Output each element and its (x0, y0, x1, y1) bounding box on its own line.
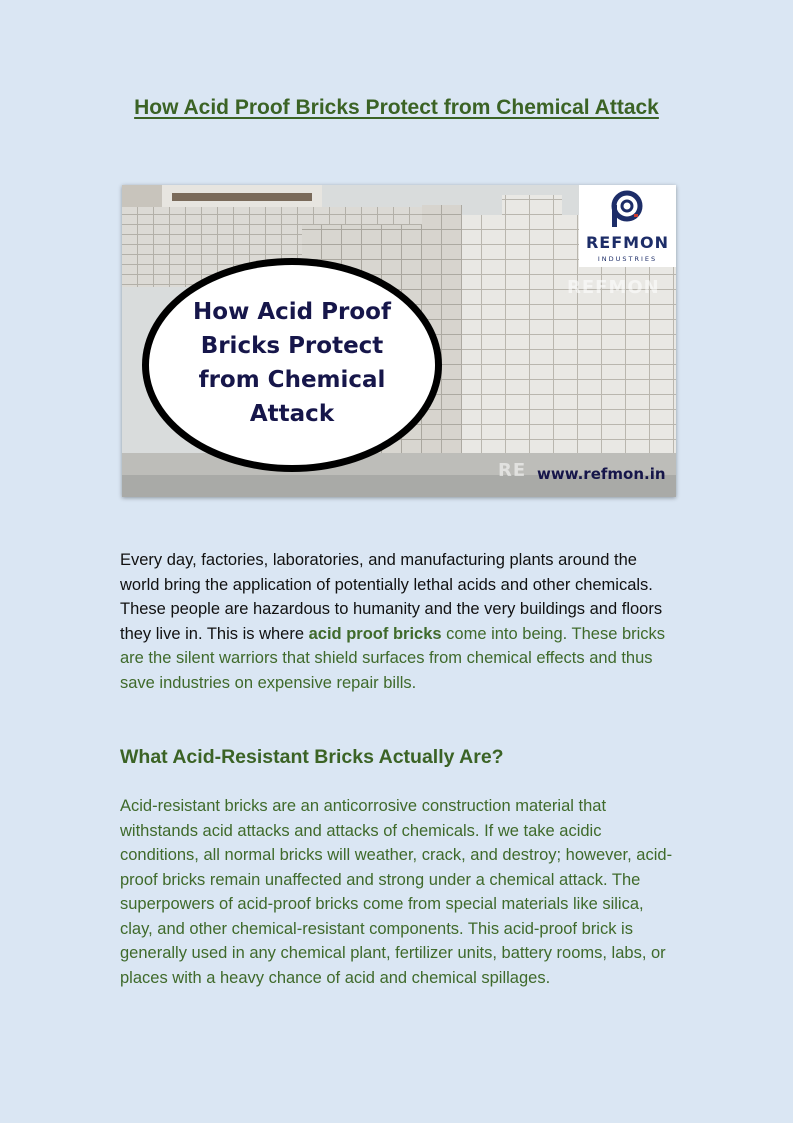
intro-paragraph (120, 548, 680, 695)
refmon-logo-mark-icon (579, 185, 676, 231)
watermark-top: REFMON (567, 277, 660, 298)
watermark-bottom: RE (498, 460, 527, 481)
hero-url: www.refmon.in (537, 465, 666, 483)
hero-oval-text: How Acid Proof Bricks Protect from Chemical Attack (193, 299, 391, 427)
section-paragraph: Acid-resistant bricks are an anticorrosive construction material that withstands acid attacks and attacks of chemicals. If we take acidic conditions, all normal bricks will weather, crack, and destroy; however, acid-proof bricks remain unaffected and strong under a chemical attack. The superpowers of acid-proof bricks come from special materials like silica, clay, and other chemical-resistant components. This acid-proof brick is generally used in any chemical plant, fertilizer units, battery rooms, labs, or places with a heavy chance of acid and chemical spillages. (120, 797, 673, 987)
logo-subtitle: INDUSTRIES (597, 255, 658, 263)
intro-tail: come into being. These bricks are the silent warriors that shield surfaces from chemical effects and thus save industries on expensive repair bills. (120, 624, 666, 692)
hero-image (122, 185, 676, 497)
section-heading: What Acid-Resistant Bricks Actually Are? (120, 746, 504, 768)
refmon-logo (579, 185, 676, 267)
logo-name: REFMON (585, 233, 670, 252)
acid-proof-bricks-link[interactable]: acid proof bricks (308, 624, 442, 643)
intro-lead: Every day, factories, laboratories, and manufacturing plants around the world bring the application of potentially lethal acids and other chemicals. These people are hazardous to humanity and the very buildings and floors they live in. This is where (120, 551, 663, 643)
page-title: How Acid Proof Bricks Protect from Chemical Attack (134, 96, 659, 119)
